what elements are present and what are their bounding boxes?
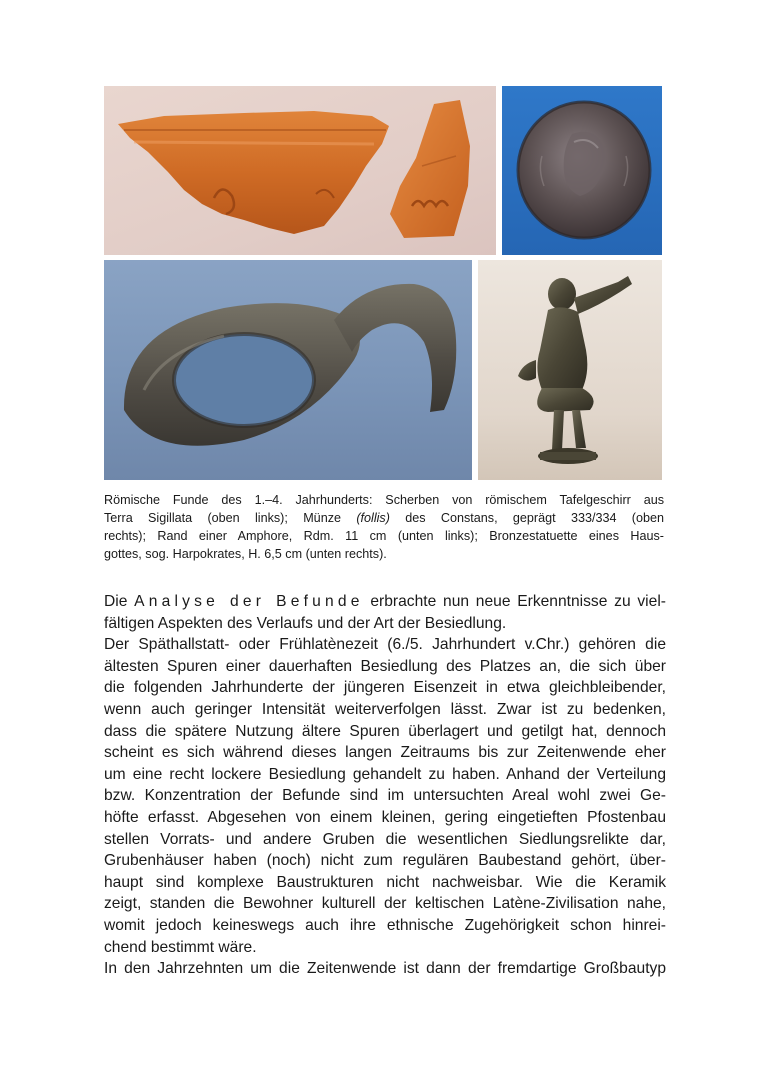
body-paragraph xyxy=(104,591,666,980)
body-line: bzw. Konzentration der Befunde sind im untersuchten Areal wohl zwei Ge- xyxy=(104,787,666,805)
body-line: zeigt, standen die Bewohner kulturell der keltischen Latène-Zivilisation nahe, xyxy=(104,895,666,913)
body-line: haupt sind komplexe Baustrukturen nicht nachweisbar. Wie die Keramik xyxy=(104,873,666,891)
body-line: fältigen Aspekten des Verlaufs und der Art der Besiedlung. xyxy=(104,614,507,632)
harpokrates-bronze-statuette-photo xyxy=(478,260,662,480)
figure-caption xyxy=(104,491,664,563)
body-line: Die Analyse der Befunde erbrachte nun neue Erkenntnisse zu viel- xyxy=(104,593,666,610)
amphora-rim-photo xyxy=(104,260,472,480)
caption-line: Römische Funde des 1.–4. Jahrhunderts: Scherben von römischem Tafelgeschirr aus xyxy=(104,493,664,507)
body-line: scheint es sich während dieses langen Zeitraums bis zur Zeitenwende eher xyxy=(104,744,666,762)
body-line: höfte erfasst. Abgesehen von einem kleinen, gering eingetieften Pfostenbau xyxy=(104,808,666,826)
constans-follis-coin-photo xyxy=(502,86,662,255)
spaced-emphasis: Analyse der Befunde xyxy=(134,593,364,610)
body-line: Grubenhäuser haben (noch) nicht zum regulären Baubestand gehört, über- xyxy=(104,852,666,870)
body-line: die folgenden Jahrhunderte der jüngeren Eisenzeit in etwa gleichbleibender, xyxy=(104,679,666,697)
caption-italic-term: (follis) xyxy=(356,511,390,525)
body-line: wenn auch geringer Intensität weiterverfolgen lässt. Zwar ist zu bedenken, xyxy=(104,700,666,718)
caption-line: gottes, sog. Harpokrates, H. 6,5 cm (unten rechts). xyxy=(104,547,387,561)
caption-line: rechts); Rand einer Amphore, Rdm. 11 cm (unten links); Bronzestatuette eines Haus- xyxy=(104,529,664,543)
body-line: chend bestimmt wäre. xyxy=(104,938,257,956)
body-line: stellen Vorrats- und andere Gruben die wesentlichen Siedlungsrelikte dar, xyxy=(104,830,666,848)
body-line: womit jedoch keineswegs auch ihre ethnische Zugehörigkeit schon hinrei- xyxy=(104,916,666,934)
body-line: ältesten Spuren einer dauerhaften Besiedlung des Platzes an, die sich über xyxy=(104,657,666,675)
body-line: dass die spätere Nutzung ältere Spuren überlagert und getilgt hat, dennoch xyxy=(104,722,666,740)
body-line: In den Jahrzehnten um die Zeitenwende ist dann der fremdartige Großbautyp xyxy=(104,960,666,978)
body-line: um eine recht lockere Besiedlung gehandelt zu haben. Anhand der Verteilung xyxy=(104,765,666,783)
caption-line: Terra Sigillata (oben links); Münze (follis) des Constans, geprägt 333/334 (oben xyxy=(104,511,665,525)
body-line: Der Späthallstatt- oder Frühlatènezeit (6./5. Jahrhundert v.Chr.) gehören die xyxy=(104,636,666,654)
roman-tableware-sherds-photo xyxy=(104,86,496,255)
